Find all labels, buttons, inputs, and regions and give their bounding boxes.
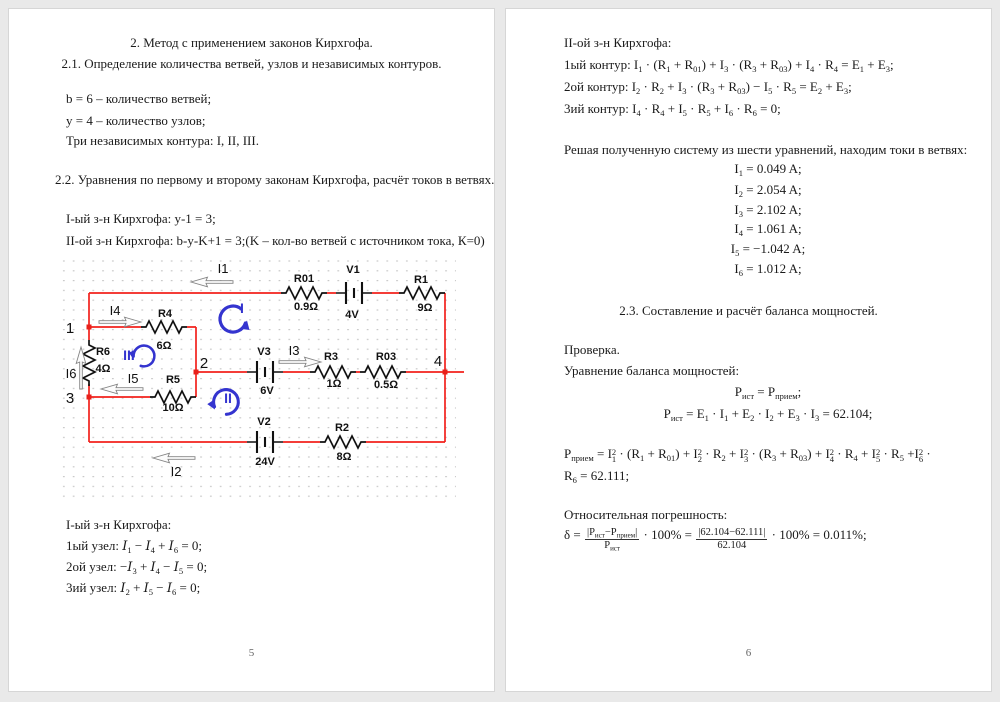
document-page-6 bbox=[505, 8, 992, 692]
value-r5: 10Ω bbox=[162, 402, 184, 414]
law2-title: II-ой з-н Кирхгофа: bbox=[564, 35, 672, 50]
branches-count-line: b = 6 – количество ветвей; bbox=[66, 91, 212, 106]
document-page-5 bbox=[8, 8, 495, 692]
label-current-i6: I6 bbox=[65, 366, 77, 381]
value-r2: 8Ω bbox=[336, 451, 352, 463]
label-r4: R4 bbox=[157, 308, 173, 320]
value-r03: 0.5Ω bbox=[373, 379, 399, 391]
loop-equation-3: 3ий контур: $I_4 \cdot R_4 + I_5 \cdot R_5 + I_6 \cdot R_6 = 0$; bbox=[564, 101, 781, 118]
loop-equation-1: 1ый контур: $I_1 \cdot (R_1 + R_{01}) + I_3 \cdot (R_3 + R_{03}) + I_4 \cdot R_4 = E_1 + E_3$; bbox=[564, 57, 894, 74]
section-2-3-title: 2.3. Составление и расчёт баланса мощностей. bbox=[619, 303, 878, 318]
label-current-i2: I2 bbox=[170, 464, 182, 479]
label-current-i5: I5 bbox=[127, 371, 139, 386]
label-loop-iii: III bbox=[123, 347, 135, 363]
label-current-i4: I4 bbox=[109, 303, 121, 318]
current-value-6: $I_6 = 1.012$ A; bbox=[734, 261, 802, 278]
section-2-2-title: 2.2. Уравнения по первому и второму законам Кирхгофа, расчёт токов в ветвях. bbox=[55, 172, 495, 187]
label-node-1: 1 bbox=[65, 320, 75, 337]
label-r01: R01 bbox=[293, 273, 315, 285]
balance-equation: $P_{ист} = P_{прием}$; bbox=[734, 384, 802, 401]
value-v2: 24V bbox=[255, 456, 275, 468]
contours-line: Три независимых контура: I, II, III. bbox=[66, 133, 259, 148]
value-v3: 6V bbox=[260, 385, 274, 397]
kirchhoff-law1-line: I-ый з-н Кирхгофа: y-1 = 3; bbox=[66, 211, 216, 226]
label-r5: R5 bbox=[165, 374, 181, 386]
law1-title: I-ый з-н Кирхгофа: bbox=[66, 517, 172, 532]
label-v2: V2 bbox=[257, 416, 271, 428]
label-r03: R03 bbox=[375, 351, 397, 363]
circuit-diagram bbox=[59, 256, 499, 498]
node-equation-1: 1ый узел: $I_1 - I_4 + I_6 = 0$; bbox=[66, 538, 203, 555]
label-r6: R6 bbox=[95, 346, 111, 358]
current-value-5: $I_5 = -1.042$ A; bbox=[730, 241, 806, 258]
p-consumer-equation-line1: $P_{прием} = I$ 2 1 · $(R_1 + R_{01}) + I$ 2 2 · $R_2 + I$ 2 3 · $(R_3 + R_{03}) + I$ 2 4 · $R_4 + I$ 2 5 · $R_5 +I$ 2 6 · bbox=[564, 446, 931, 464]
node-equation-2: 2ой узел: $-I_3 + I_4 - I_5 = 0$; bbox=[66, 559, 208, 576]
current-value-3: $I_3 = 2.102$ A; bbox=[734, 202, 802, 219]
label-loop-ii: II bbox=[224, 390, 232, 406]
check-line: Проверка. bbox=[564, 342, 620, 357]
node-equation-3: 3ий узел: $I_2 + I_5 - I_6 = 0$; bbox=[66, 580, 201, 597]
label-current-i3: I3 bbox=[288, 343, 300, 358]
section-2-1-title: 2.1. Определение количества ветвей, узлов и независимых контуров. bbox=[61, 56, 442, 71]
label-loop-i: I bbox=[240, 300, 244, 316]
error-equation: δ = $\frac{|P_{ист}-P_{прием}|}{P_{ист}}$ · 100% = $\frac{|62.104-62.111|}{62.104}$ · 100% = 0.011%; bbox=[564, 527, 867, 553]
solve-system-line: Решая полученную систему из шести уравнений, находим токи в ветвях: bbox=[564, 142, 968, 157]
label-current-i1: I1 bbox=[217, 261, 229, 276]
value-r4: 6Ω bbox=[156, 340, 172, 352]
value-r3: 1Ω bbox=[326, 378, 342, 390]
p-source-equation: $P_{ист} = E_1 \cdot I_1 + E_2 \cdot I_2 + E_3 \cdot I_3 = 62.104$; bbox=[663, 406, 873, 423]
loop-equation-2: 2ой контур: $I_2 \cdot R_2 + I_3 \cdot (R_3 + R_{03}) - I_5 \cdot R_5 = E_2 + E_3$; bbox=[564, 79, 852, 96]
p-consumer-equation-line2: $R_6 = 62.111$; bbox=[564, 468, 630, 485]
current-value-1: $I_1 = 0.049$ A; bbox=[734, 161, 802, 178]
label-r1: R1 bbox=[413, 274, 429, 286]
section-2-title: 2. Метод с применением законов Кирхгофа. bbox=[130, 35, 373, 50]
value-r01: 0.9Ω bbox=[293, 301, 319, 313]
page-number-5: 5 bbox=[248, 647, 255, 659]
nodes-count-line: y = 4 – количество узлов; bbox=[66, 113, 206, 128]
error-title-line: Относительная погрешность: bbox=[564, 507, 728, 522]
label-node-2: 2 bbox=[199, 355, 209, 372]
current-value-2: $I_2 = 2.054$ A; bbox=[734, 182, 802, 199]
kirchhoff-law2-line: II-ой з-н Кирхгофа: b-y-K+1 = 3;(K – кол-во ветвей с источником тока, К=0) bbox=[66, 233, 485, 248]
value-r6: 4Ω bbox=[95, 363, 111, 375]
label-r2: R2 bbox=[334, 422, 350, 434]
page-number-6: 6 bbox=[745, 647, 752, 659]
balance-intro-line: Уравнение баланса мощностей: bbox=[564, 363, 740, 378]
label-r3: R3 bbox=[323, 351, 339, 363]
value-r1: 9Ω bbox=[417, 302, 433, 314]
value-v1: 4V bbox=[345, 309, 359, 321]
current-value-4: $I_4 = 1.061$ A; bbox=[734, 221, 802, 238]
label-v3: V3 bbox=[257, 346, 271, 358]
label-v1: V1 bbox=[346, 264, 360, 276]
label-node-3: 3 bbox=[65, 390, 75, 407]
label-node-4: 4 bbox=[433, 353, 443, 370]
